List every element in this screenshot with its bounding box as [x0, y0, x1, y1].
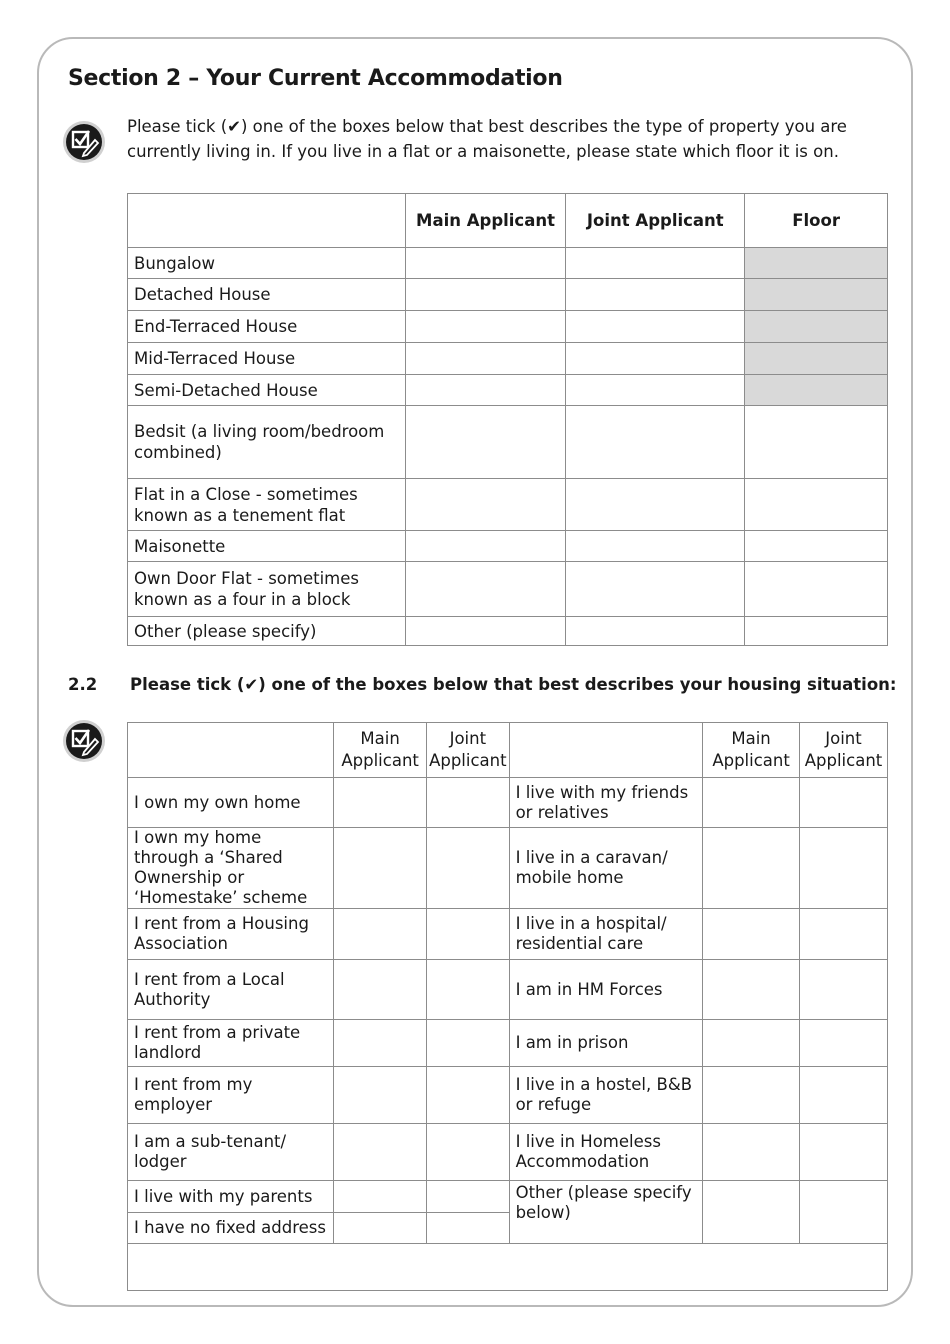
floor-input[interactable] — [745, 531, 888, 562]
housing-situation-table — [127, 722, 888, 1291]
header-joint-applicant: Joint Applicant — [800, 723, 888, 778]
main-applicant-tickbox[interactable] — [703, 1124, 800, 1181]
main-applicant-tickbox[interactable] — [405, 248, 566, 279]
table-row — [128, 1067, 888, 1124]
table-row — [128, 960, 888, 1020]
table-row — [128, 778, 888, 828]
floor-input[interactable] — [745, 562, 888, 617]
row-label: End-Terraced House — [128, 311, 406, 343]
joint-applicant-tickbox[interactable] — [427, 1213, 510, 1244]
joint-applicant-tickbox[interactable] — [800, 960, 888, 1020]
joint-applicant-tickbox[interactable] — [566, 479, 745, 531]
row-label: I am in prison — [509, 1020, 703, 1067]
main-applicant-tickbox[interactable] — [405, 562, 566, 617]
floor-input[interactable] — [745, 406, 888, 479]
main-applicant-tickbox[interactable] — [405, 343, 566, 375]
header-blank — [128, 723, 334, 778]
floor-cell-disabled — [745, 311, 888, 343]
header-main-applicant: Main Applicant — [334, 723, 427, 778]
row-label: I live in Homeless Accommodation — [509, 1124, 703, 1181]
table-header-row — [128, 723, 888, 778]
joint-applicant-tickbox[interactable] — [566, 279, 745, 311]
table-row — [128, 1020, 888, 1067]
joint-applicant-tickbox[interactable] — [800, 909, 888, 960]
main-applicant-tickbox[interactable] — [334, 1067, 427, 1124]
table-row — [128, 1124, 888, 1181]
main-applicant-tickbox[interactable] — [703, 828, 800, 909]
joint-applicant-tickbox[interactable] — [800, 828, 888, 909]
joint-applicant-tickbox[interactable] — [800, 1181, 888, 1244]
row-label: Other (please specify below) — [509, 1181, 703, 1244]
main-applicant-tickbox[interactable] — [703, 1181, 800, 1244]
floor-cell-disabled — [745, 279, 888, 311]
row-label: Bedsit (a living room/bedroom combined) — [128, 406, 406, 479]
main-applicant-tickbox[interactable] — [405, 406, 566, 479]
joint-applicant-tickbox[interactable] — [566, 248, 745, 279]
main-applicant-tickbox[interactable] — [334, 1020, 427, 1067]
row-label: I am in HM Forces — [509, 960, 703, 1020]
row-label: I own my own home — [128, 778, 334, 828]
row-label: Detached House — [128, 279, 406, 311]
row-label: I rent from a private landlord — [128, 1020, 334, 1067]
table-row — [128, 1244, 888, 1291]
joint-applicant-tickbox[interactable] — [566, 375, 745, 406]
main-applicant-tickbox[interactable] — [703, 1020, 800, 1067]
header-main-applicant: Main Applicant — [405, 194, 566, 248]
main-applicant-tickbox[interactable] — [405, 311, 566, 343]
main-applicant-tickbox[interactable] — [334, 909, 427, 960]
joint-applicant-tickbox[interactable] — [427, 960, 510, 1020]
question-text: Please tick (✔) one of the boxes below that best describes your housing situation: — [130, 675, 897, 694]
question-number: 2.2 — [68, 675, 98, 694]
row-label: I am a sub-tenant/ lodger — [128, 1124, 334, 1181]
row-label: Other (please specify) — [128, 617, 406, 646]
main-applicant-tickbox[interactable] — [334, 1181, 427, 1213]
row-label: I live in a hospital/ residential care — [509, 909, 703, 960]
joint-applicant-tickbox[interactable] — [800, 778, 888, 828]
row-label: Mid-Terraced House — [128, 343, 406, 375]
joint-applicant-tickbox[interactable] — [427, 828, 510, 909]
table-row — [128, 1181, 888, 1213]
header-main-applicant: Main Applicant — [703, 723, 800, 778]
joint-applicant-tickbox[interactable] — [427, 1181, 510, 1213]
table-row — [128, 406, 888, 479]
floor-cell-disabled — [745, 343, 888, 375]
floor-input[interactable] — [745, 479, 888, 531]
row-label: I live with my parents — [128, 1181, 334, 1213]
row-label: Maisonette — [128, 531, 406, 562]
table-row — [128, 909, 888, 960]
row-label: I have no fixed address — [128, 1213, 334, 1244]
table-row — [128, 343, 888, 375]
main-applicant-tickbox[interactable] — [703, 1067, 800, 1124]
table-row — [128, 562, 888, 617]
row-label: Own Door Flat - sometimes known as a four in a block — [128, 562, 406, 617]
main-applicant-tickbox[interactable] — [703, 960, 800, 1020]
joint-applicant-tickbox[interactable] — [427, 909, 510, 960]
header-blank — [509, 723, 703, 778]
main-applicant-tickbox[interactable] — [405, 279, 566, 311]
main-applicant-tickbox[interactable] — [334, 828, 427, 909]
row-label: I live in a caravan/ mobile home — [509, 828, 703, 909]
tick-pen-icon — [62, 719, 106, 763]
main-applicant-tickbox[interactable] — [334, 960, 427, 1020]
floor-input[interactable] — [745, 617, 888, 646]
row-label: I live in a hostel, B&B or refuge — [509, 1067, 703, 1124]
row-label: I live with my friends or relatives — [509, 778, 703, 828]
table-row — [128, 479, 888, 531]
joint-applicant-tickbox[interactable] — [566, 531, 745, 562]
table-row — [128, 828, 888, 909]
header-blank — [128, 194, 406, 248]
joint-applicant-tickbox[interactable] — [566, 406, 745, 479]
row-label: Flat in a Close - sometimes known as a tenement flat — [128, 479, 406, 531]
tick-pen-icon — [62, 120, 106, 164]
main-applicant-tickbox[interactable] — [405, 375, 566, 406]
joint-applicant-tickbox[interactable] — [566, 562, 745, 617]
main-applicant-tickbox[interactable] — [334, 778, 427, 828]
main-applicant-tickbox[interactable] — [405, 479, 566, 531]
table-row — [128, 617, 888, 646]
floor-cell-disabled — [745, 375, 888, 406]
row-label: I rent from my employer — [128, 1067, 334, 1124]
main-applicant-tickbox[interactable] — [703, 778, 800, 828]
table-row — [128, 311, 888, 343]
header-joint-applicant: Joint Applicant — [427, 723, 510, 778]
row-label: Bungalow — [128, 248, 406, 279]
joint-applicant-tickbox[interactable] — [800, 1124, 888, 1181]
row-label: I rent from a Housing Association — [128, 909, 334, 960]
joint-applicant-tickbox[interactable] — [566, 343, 745, 375]
joint-applicant-tickbox[interactable] — [566, 311, 745, 343]
main-applicant-tickbox[interactable] — [334, 1213, 427, 1244]
main-applicant-tickbox[interactable] — [703, 909, 800, 960]
table-row — [128, 248, 888, 279]
other-specify-input[interactable] — [128, 1244, 888, 1291]
main-applicant-tickbox[interactable] — [405, 531, 566, 562]
joint-applicant-tickbox[interactable] — [427, 1067, 510, 1124]
main-applicant-tickbox[interactable] — [405, 617, 566, 646]
property-type-table — [127, 193, 888, 646]
main-applicant-tickbox[interactable] — [334, 1124, 427, 1181]
joint-applicant-tickbox[interactable] — [427, 1020, 510, 1067]
joint-applicant-tickbox[interactable] — [427, 778, 510, 828]
header-floor: Floor — [745, 194, 888, 248]
table-row — [128, 375, 888, 406]
row-label: I rent from a Local Authority — [128, 960, 334, 1020]
table-row — [128, 279, 888, 311]
joint-applicant-tickbox[interactable] — [800, 1067, 888, 1124]
joint-applicant-tickbox[interactable] — [427, 1124, 510, 1181]
question-2-2 — [68, 675, 897, 694]
joint-applicant-tickbox[interactable] — [800, 1020, 888, 1067]
floor-cell-disabled — [745, 248, 888, 279]
section-title: Section 2 – Your Current Accommodation — [68, 66, 563, 91]
table-row — [128, 531, 888, 562]
header-joint-applicant: Joint Applicant — [566, 194, 745, 248]
table-header-row — [128, 194, 888, 248]
row-label: Semi-Detached House — [128, 375, 406, 406]
joint-applicant-tickbox[interactable] — [566, 617, 745, 646]
row-label: I own my home through a ‘Shared Ownership or ‘Homestake’ scheme — [128, 828, 334, 909]
intro-text: Please tick (✔) one of the boxes below that best describes the type of property you are currently living in. If you live in a flat or a maisonette, please state which floor it is on. — [127, 117, 847, 161]
